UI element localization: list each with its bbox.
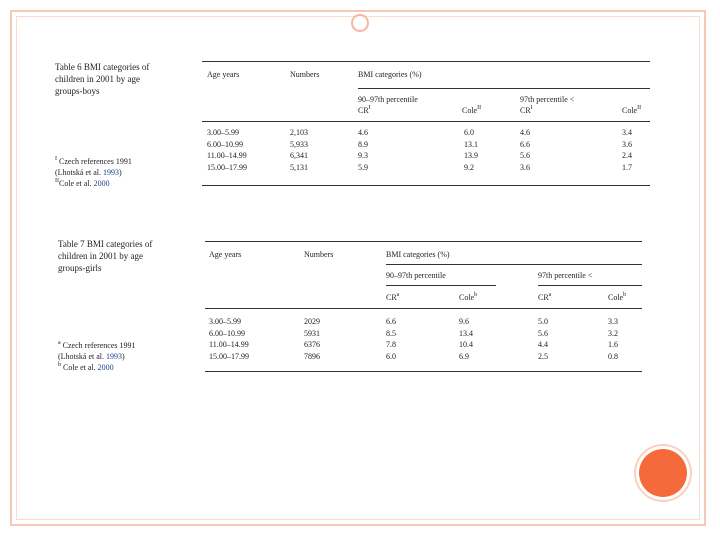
table-rule-header [202,121,650,122]
table-rule-bottom [202,185,650,186]
header-bmi: BMI categories (%) [386,250,450,259]
table-6-footnotes [55,156,132,189]
table-7-footnotes [58,340,136,373]
table-rule-bmi [358,88,650,89]
table-rule-top [202,61,650,62]
table-rule-p97 [538,285,642,286]
header-bmi: BMI categories (%) [358,70,422,79]
column-numbers: 2,103 5,933 6,341 5,131 [290,128,308,172]
column-age: 3.00–5.99 6.00–10.99 11.00–14.99 15.00–17.99 [207,128,247,172]
header-cr: $CR^I$ [358,105,371,115]
footnote-1: $^I$ Czech references 1991 [55,156,132,166]
header-p97: 97th percentile < [520,95,575,104]
table-rule-p90 [386,285,496,286]
table-rule-header [205,308,642,309]
table-rule-top [205,241,642,242]
column-cr-90: 4.6 8.9 9.3 5.9 [358,128,368,172]
header-cr: $CR^a$ [386,292,400,302]
table-rule-bmi [386,264,642,265]
header-cole-2: Cole$^{II}$ [622,105,642,115]
ref-link-1993[interactable]: 1993 [105,352,122,361]
header-age: Age years [209,250,242,259]
header-cole: Cole$^{II}$ [462,105,482,115]
header-numbers: Numbers [290,70,320,79]
column-cr-97: 5.0 5.6 4.4 2.5 [538,317,548,361]
header-cr-2: $CR^I$ [520,105,533,115]
column-cr-97: 4.6 6.6 5.6 3.6 [520,128,530,172]
ref-link-2000[interactable]: 2000 [93,179,110,188]
footnote-2: $^{II}$Cole et al. 2000 [55,178,110,188]
bottom-ornament-circle [639,449,687,497]
table-7-caption: Table 7 BMI categories of children in 2001 by age groups-girls [58,239,153,273]
header-p90: 90–97th percentile [386,271,446,280]
header-age: Age years [207,70,240,79]
column-cole-97: 3.3 3.2 1.6 0.8 [608,317,618,361]
footnote-a-ref: (Lhotská et al. 1993) [58,352,125,361]
top-ornament-circle [351,14,369,32]
column-age: 3.00–5.99 6.00–10.99 11.00–14.99 15.00–17.99 [209,317,249,361]
header-cr-2: $CR^a$ [538,292,552,302]
column-cole-90: 9.6 13.4 10.4 6.9 [459,317,473,361]
column-cole-97: 3.4 3.6 2.4 1.7 [622,128,632,172]
footnote-b: $^b$ Cole et al. 2000 [58,362,114,372]
header-numbers: Numbers [304,250,334,259]
column-numbers: 2029 5931 6376 7896 [304,317,320,361]
ref-link-2000[interactable]: 2000 [97,363,114,372]
footnote-a: $^a$ Czech references 1991 [58,340,136,350]
column-cole-90: 6.0 13.1 13.9 9.2 [464,128,478,172]
column-cr-90: 6.6 8.5 7.8 6.0 [386,317,396,361]
header-cole-2: Cole$^b$ [608,292,627,302]
header-p90: 90–97th percentile [358,95,418,104]
header-cole: Cole$^b$ [459,292,478,302]
table-rule-bottom [205,371,642,372]
footnote-1-ref: (Lhotská et al. 1993) [55,168,122,177]
ref-link-1993[interactable]: 1993 [102,168,119,177]
table-6-caption: Table 6 BMI categories of children in 2001 by age groups-boys [55,62,150,96]
header-p97: 97th percentile < [538,271,593,280]
